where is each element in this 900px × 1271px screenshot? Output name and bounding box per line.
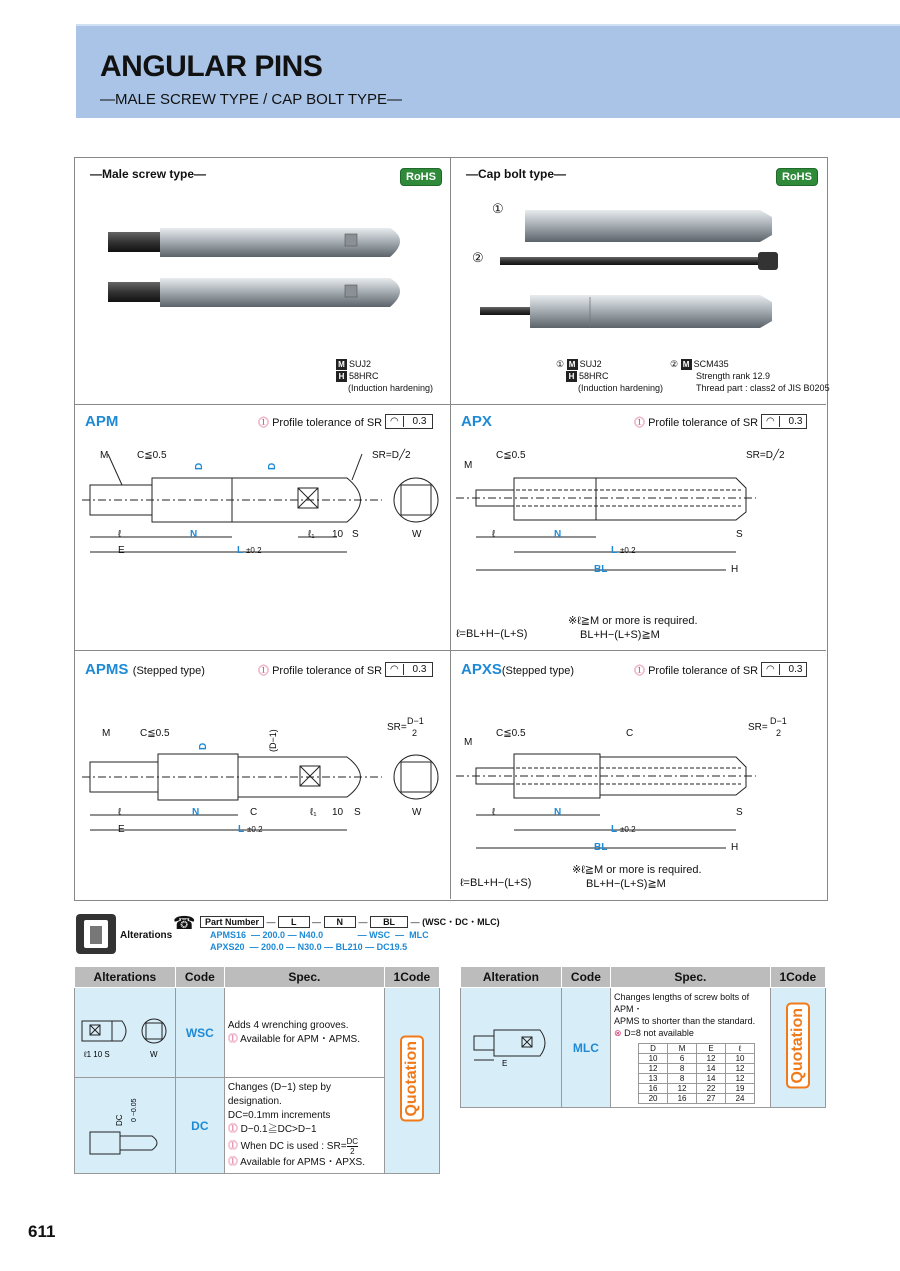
svg-text:E: E — [118, 545, 125, 556]
svg-text:H: H — [731, 564, 739, 575]
cap-item-1: ① — [492, 201, 504, 216]
svg-text:L: L — [237, 545, 244, 556]
cap-material-1: ① M SUJ2 H 58HRC (Induction hardening) — [556, 359, 664, 393]
male-type-title: ―Male screw type― — [90, 167, 207, 181]
svg-text:ℓ₁: ℓ₁ — [308, 529, 315, 540]
rohs-badge: RoHS — [400, 168, 442, 186]
alterations-table-left: Alterations Code Spec. 1Code ℓ1 10 S W WSC Adds 4 wrenching grooves. ⓵ Available for APM・APMS. Quotation DC 0 −0.05 DC Changes (D−1) step by designation. DC=0.1mm increments ⓵ D−0.1≧DC>D−1 ⓵ When DC is used : SR= $\frac{DC}{2}$ ⓵ Available for APMS・APXS. — [74, 966, 440, 1174]
male-material: M SUJ2 H 58HRC (Induction hardening) — [336, 358, 433, 394]
rohs-badge-cap: RoHS — [776, 168, 818, 186]
frame-divider-2 — [74, 650, 826, 651]
apms-tolerance: ⓵ Profile tolerance of SR — [258, 665, 383, 677]
alterations-table-right: Alteration Code Spec. 1Code E MLC Changes lengths of screw bolts of APM・ APMS to shorter than the standard. ⊗ D=8 not available D M E ℓ 10 6 12 10 12 8 14 12 13 8 14 12 16 12 22 19 20 16 27 24 Quotation — [460, 966, 826, 1108]
svg-text:D: D — [198, 742, 209, 750]
frame-divider-v — [450, 157, 451, 899]
apxs-tolerance-box: ◠ 0.3 — [761, 662, 807, 677]
apxs-note-1: ※ℓ≧M or more is required. — [572, 864, 702, 876]
mlc-spec: Changes lengths of screw bolts of APM・ APMS to shorter than the standard. ⊗ D=8 not available D M E ℓ 10 6 12 10 12 8 14 12 13 8 14 12 16 12 22 19 20 16 27 24 — [611, 988, 771, 1108]
apms-tolerance-box: ◠ 0.3 — [385, 662, 433, 677]
svg-text:M: M — [464, 460, 473, 471]
svg-text:S: S — [354, 807, 361, 818]
svg-text:D−1: D−1 — [770, 716, 787, 726]
apms-title: APMS (Stepped type) — [85, 661, 205, 678]
apxs-drawing — [456, 690, 816, 860]
svg-text:H: H — [731, 842, 739, 853]
svg-text:DC: DC — [115, 1114, 124, 1126]
svg-text:L: L — [611, 545, 618, 556]
svg-text:W: W — [412, 529, 422, 540]
apxs-note-2: ℓ=BL+H−(L+S) — [460, 877, 532, 889]
alterations-icon — [76, 914, 116, 954]
svg-text:S: S — [736, 807, 743, 818]
svg-text:C≦0.5: C≦0.5 — [496, 728, 526, 739]
svg-text:SR=: SR= — [387, 722, 407, 733]
svg-text:C≦0.5: C≦0.5 — [140, 728, 170, 739]
svg-text:S: S — [736, 529, 743, 540]
svg-text:D: D — [194, 462, 205, 470]
svg-text:N: N — [190, 529, 198, 540]
mlc-code: MLC — [561, 988, 610, 1108]
svg-text:N: N — [192, 807, 200, 818]
svg-text:2: 2 — [412, 728, 418, 738]
svg-text:C: C — [250, 807, 258, 818]
part-number-example-1: APMS16 ― 200.0 ― N40.0 ― WSC ― MLC — [210, 930, 429, 940]
apx-tolerance-box: ◠ 0.3 — [761, 414, 807, 429]
wsc-diagram — [75, 988, 176, 1078]
frame-divider-1 — [74, 404, 826, 405]
dc-spec: Changes (D−1) step by designation. DC=0.1mm increments ⓵ D−0.1≧DC>D−1 ⓵ When DC is used : SR= $\frac{DC}{2}$ ⓵ Available for APMS・APXS. — [224, 1078, 384, 1174]
apm-drawing — [82, 440, 442, 570]
cap-material-2: ② M SCM435 Strength rank 12.9 Thread part : class2 of JIS B0205 — [670, 359, 830, 393]
svg-text:ℓ1 10 S: ℓ1 10 S — [84, 1050, 110, 1059]
svg-text:0 −0.05: 0 −0.05 — [131, 1098, 138, 1122]
page-title: ANGULAR PINS — [100, 50, 323, 83]
svg-text:ℓ: ℓ — [492, 807, 496, 818]
dc-diagram — [75, 1078, 176, 1174]
apx-note-1: ※ℓ≧M or more is required. — [568, 615, 698, 627]
svg-text:C≦0.5: C≦0.5 — [496, 450, 526, 461]
wsc-spec: Adds 4 wrenching grooves. ⓵ Available for APM・APMS. — [224, 988, 384, 1078]
svg-text:±0.2: ±0.2 — [620, 546, 636, 555]
svg-text:ℓ₁: ℓ₁ — [310, 807, 317, 818]
alterations-label: Alterations — [120, 930, 173, 941]
svg-text:2: 2 — [776, 728, 782, 738]
svg-text:±0.2: ±0.2 — [246, 546, 262, 555]
svg-text:L: L — [611, 824, 618, 835]
svg-text:±0.2: ±0.2 — [620, 825, 636, 834]
svg-text:L: L — [238, 824, 245, 835]
quotation-left: Quotation — [384, 988, 439, 1174]
apx-tolerance: ⓵ Profile tolerance of SR — [634, 417, 759, 429]
quotation-right: Quotation — [770, 988, 825, 1108]
svg-text:M: M — [464, 737, 473, 748]
apx-title: APX — [461, 413, 492, 430]
page-number: 611 — [28, 1222, 56, 1241]
wsc-code: WSC — [175, 988, 224, 1078]
svg-text:BL: BL — [594, 842, 608, 853]
svg-text:SR=D╱2: SR=D╱2 — [746, 450, 785, 461]
svg-text:N: N — [554, 529, 562, 540]
part-number-example-2: APXS20 ― 200.0 ― N30.0 ― BL210 ― DC19.5 — [210, 942, 408, 952]
apm-title: APM — [85, 413, 119, 430]
cap-item-2: ② — [472, 250, 484, 265]
apm-tolerance: ⓵ Profile tolerance of SR — [258, 417, 383, 429]
apm-tolerance-box: ◠ 0.3 — [385, 414, 433, 429]
svg-text:BL: BL — [594, 564, 608, 575]
svg-text:SR=D╱2: SR=D╱2 — [372, 450, 411, 461]
apxs-tolerance: ⓵ Profile tolerance of SR — [634, 665, 759, 677]
mlc-size-table: D M E ℓ 10 6 12 10 12 8 14 12 13 8 14 12 16 12 22 19 20 16 27 24 — [638, 1043, 755, 1104]
svg-text:SR=: SR= — [748, 722, 768, 733]
svg-text:D−1: D−1 — [407, 716, 424, 726]
cap-pin-photo — [480, 205, 790, 345]
svg-text:±0.2: ±0.2 — [247, 825, 263, 834]
apxs-note-3: BL+H−(L+S)≧M — [586, 878, 666, 890]
svg-text:C: C — [626, 728, 634, 739]
cap-type-title: ―Cap bolt type― — [466, 167, 567, 181]
svg-text:(D−1): (D−1) — [268, 729, 278, 752]
svg-text:W: W — [150, 1050, 158, 1059]
header-corner — [74, 116, 76, 118]
part-number-header: Part Number ― L ― N ― BL ― (WSC・DC・MLC) — [200, 915, 500, 928]
svg-text:D: D — [267, 462, 278, 470]
svg-text:10: 10 — [332, 529, 344, 540]
apx-note-2: ℓ=BL+H−(L+S) — [456, 628, 528, 640]
mlc-diagram — [461, 988, 562, 1108]
phone-icon: ☎ — [173, 913, 196, 933]
svg-text:E: E — [118, 824, 125, 835]
apms-drawing — [82, 690, 442, 840]
svg-text:E: E — [502, 1059, 508, 1068]
svg-text:S: S — [352, 529, 359, 540]
svg-text:ℓ: ℓ — [118, 807, 122, 818]
apx-note-3: BL+H−(L+S)≧M — [580, 629, 660, 641]
svg-text:ℓ: ℓ — [492, 529, 496, 540]
dc-code: DC — [175, 1078, 224, 1174]
svg-text:M: M — [102, 728, 111, 739]
svg-text:10: 10 — [332, 807, 344, 818]
male-pin-photo — [100, 215, 420, 315]
apxs-title: APXS(Stepped type) — [461, 661, 575, 678]
apm-dim-M: M — [100, 450, 109, 461]
svg-text:N: N — [554, 807, 562, 818]
svg-text:W: W — [412, 807, 422, 818]
apx-drawing — [456, 440, 816, 590]
svg-text:C≦0.5: C≦0.5 — [137, 450, 167, 461]
svg-text:ℓ: ℓ — [118, 529, 122, 540]
page-subtitle: ―MALE SCREW TYPE / CAP BOLT TYPE― — [100, 91, 403, 108]
